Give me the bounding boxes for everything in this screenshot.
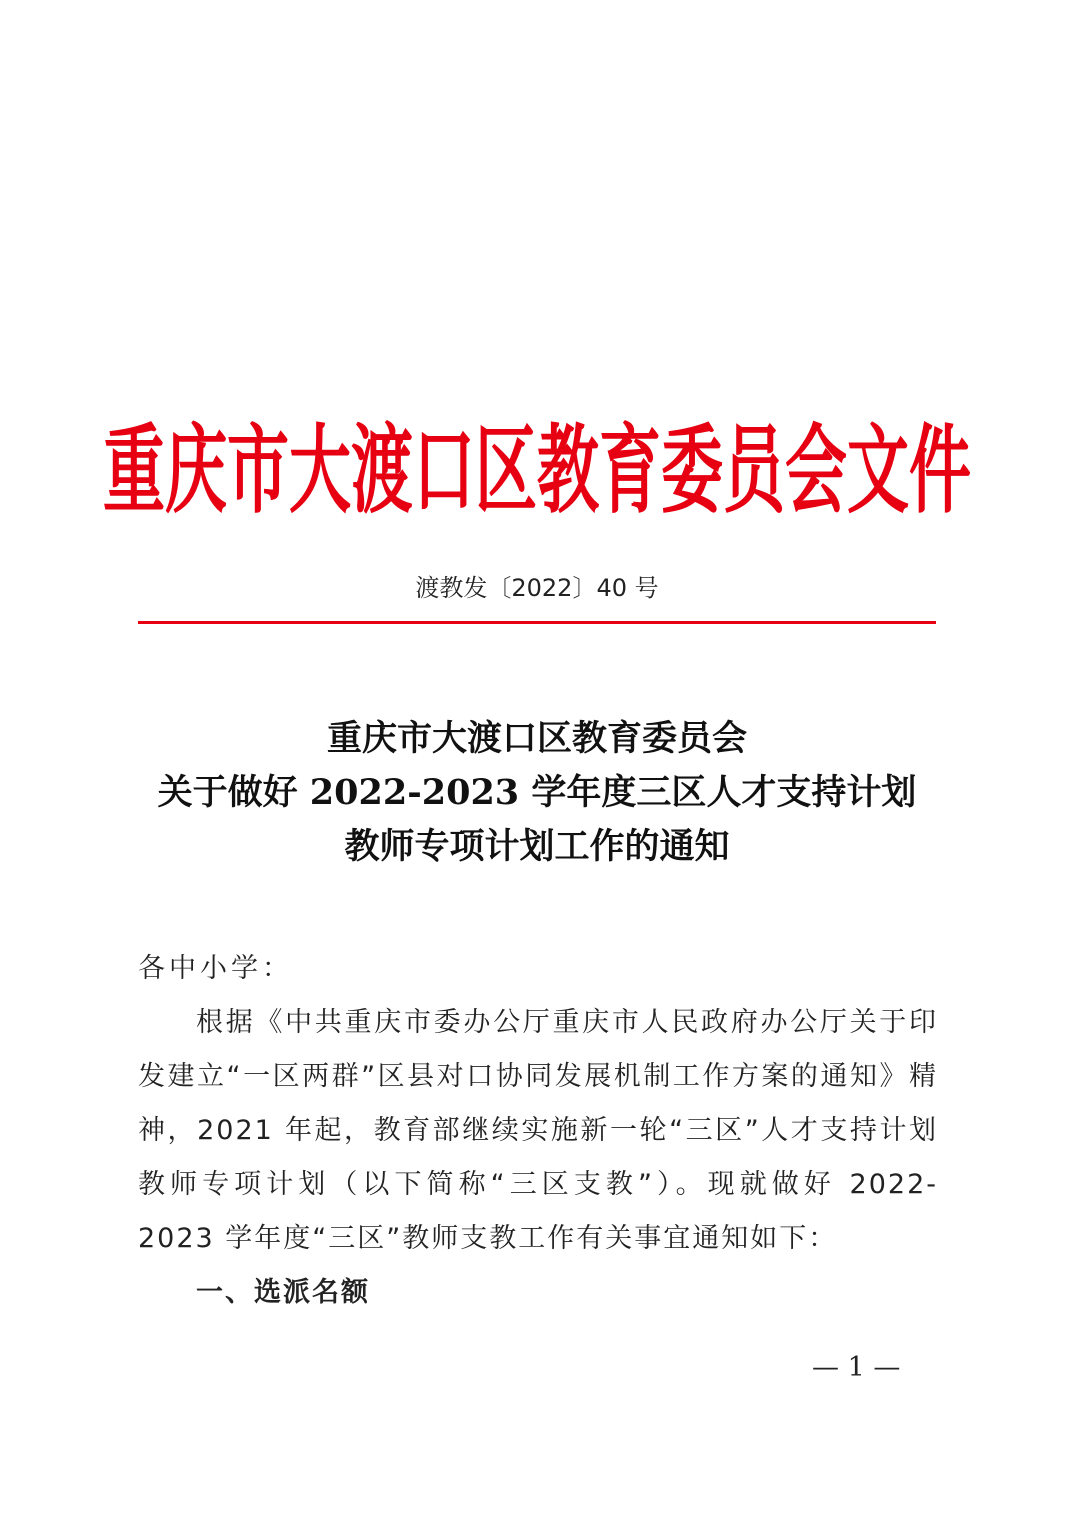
salutation: 各中小学： bbox=[138, 953, 293, 984]
document-number: 渡教发〔2022〕40 号 bbox=[415, 574, 659, 602]
issuer-red-header: 重庆市大渡口区教育委员会文件 bbox=[102, 413, 971, 527]
page-number: — 1 — bbox=[812, 1352, 901, 1383]
body-paragraph-1: 根据《中共重庆市委办公厅重庆市人民政府办公厅关于印发建立“一区两群”区县对口协同发展机制工作方案的通知》精神，2021 年起，教育部继续实施新一轮“三区”人才支持计划教师专项计划（以下简称“三区支教”）。现就做好 2022-2023 学年度“三区”教师支教工作有关事宜通知如下： bbox=[138, 1007, 938, 1254]
section-heading-1: 一、选派名额 bbox=[196, 1277, 370, 1308]
notice-title-line-3: 教师专项计划工作的通知 bbox=[344, 826, 730, 867]
notice-title-line-2: 关于做好 2022-2023 学年度三区人才支持计划 bbox=[157, 772, 917, 813]
notice-title-line-1: 重庆市大渡口区教育委员会 bbox=[326, 718, 747, 759]
notice-body bbox=[138, 942, 938, 1320]
notice-title bbox=[0, 712, 1074, 874]
red-separator-rule bbox=[138, 621, 936, 624]
